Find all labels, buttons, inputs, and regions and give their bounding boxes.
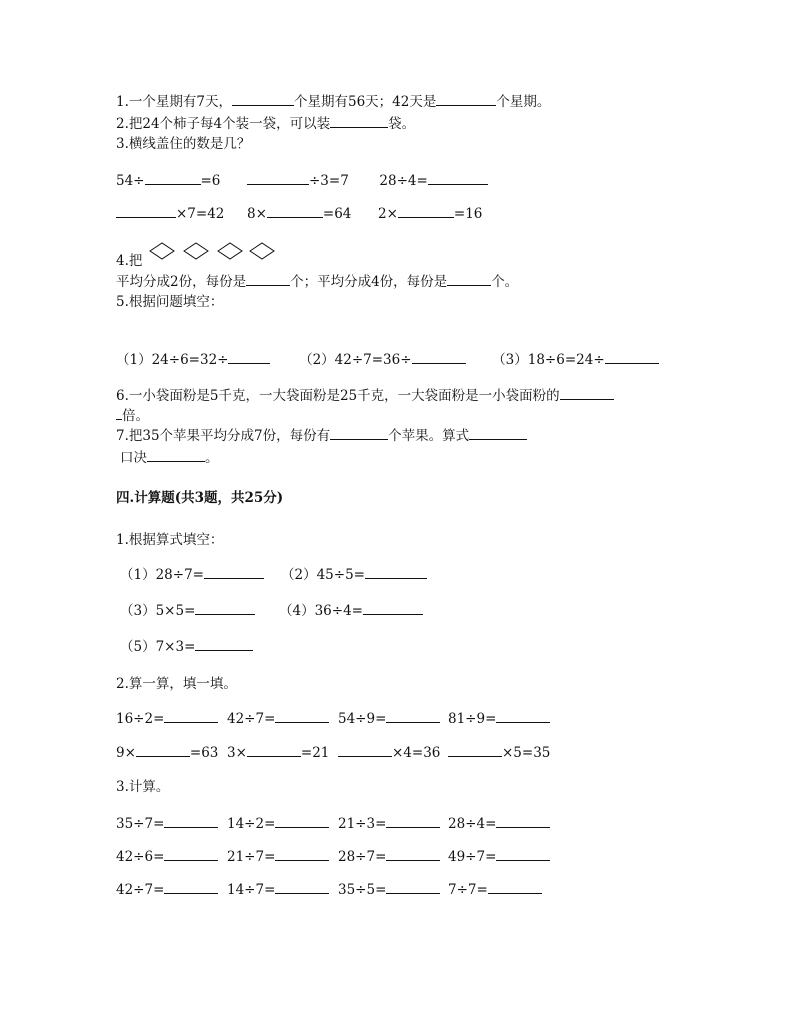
expr-text: 9× — [116, 745, 136, 761]
answer-blank[interactable] — [363, 613, 423, 615]
answer-blank[interactable] — [605, 362, 659, 364]
part-3-item — [116, 884, 218, 898]
part-3-item — [448, 851, 550, 865]
question-7-cont — [120, 452, 219, 466]
expr-text: 7÷7= — [448, 882, 488, 898]
expr-text: （2）45÷5= — [281, 567, 365, 583]
part-3-item — [116, 818, 218, 832]
expr-text: 16÷2= — [116, 711, 165, 727]
answer-blank[interactable] — [164, 721, 218, 723]
diamond-icon — [250, 243, 274, 259]
answer-blank[interactable] — [330, 126, 388, 128]
answer-blank[interactable] — [232, 104, 294, 106]
answer-blank[interactable] — [496, 859, 550, 861]
part-3-item — [338, 818, 440, 832]
part-2-item — [227, 713, 329, 727]
question-2-text-a: 2.把24个柿子每4个装一袋，可以装 — [116, 116, 331, 132]
part-3-item — [448, 884, 542, 898]
question-1-text-c: 个星期。 — [496, 94, 551, 110]
answer-blank[interactable] — [447, 284, 491, 286]
part-3-item — [448, 818, 550, 832]
answer-blank[interactable] — [386, 826, 440, 828]
answer-blank[interactable] — [560, 398, 614, 400]
answer-blank[interactable] — [164, 859, 218, 861]
answer-blank[interactable] — [488, 892, 542, 894]
part-1-item — [120, 641, 253, 655]
part-2-item — [116, 713, 218, 727]
answer-blank[interactable] — [147, 460, 205, 462]
answer-blank[interactable] — [436, 104, 496, 106]
part-3-item — [116, 851, 218, 865]
answer-blank[interactable] — [412, 362, 466, 364]
answer-blank[interactable] — [386, 721, 440, 723]
question-3-title: 3.横线盖住的数是几？ — [116, 136, 251, 152]
question-1-text-a: 1.一个星期有7天， — [116, 94, 232, 110]
diamond-icon — [218, 243, 242, 259]
answer-blank[interactable] — [164, 826, 218, 828]
expr-text: （4）36÷4= — [279, 603, 363, 619]
expr-text: 3× — [227, 745, 247, 761]
expr-text: 8× — [246, 206, 267, 222]
answer-blank[interactable] — [386, 859, 440, 861]
expr-text: （1）24÷6=32÷ — [116, 352, 229, 368]
answer-blank[interactable] — [428, 183, 488, 185]
diamond-icon — [150, 243, 174, 259]
part-3-item — [227, 884, 329, 898]
part-3-item — [338, 884, 440, 898]
part-2-item — [448, 747, 550, 761]
part-2-item — [448, 713, 550, 727]
part-1-item — [279, 605, 423, 619]
expr-text: 49÷7= — [448, 849, 497, 865]
expr-text: ×7=42 — [176, 206, 225, 222]
answer-blank[interactable] — [398, 216, 454, 218]
expr-text: 42÷7= — [116, 882, 165, 898]
question-3-row-2 — [116, 208, 482, 222]
expr-text: 42÷6= — [116, 849, 165, 865]
answer-blank[interactable] — [164, 892, 218, 894]
expr-text: （2）42÷7=36÷ — [299, 352, 412, 368]
question-7-text-b: 个苹果。算式 — [388, 428, 470, 444]
question-4-text-c: 个。 — [491, 274, 519, 290]
answer-blank[interactable] — [246, 284, 290, 286]
expr-text: 35÷5= — [338, 882, 387, 898]
part-3-item — [227, 818, 329, 832]
expr-text: ×4=36 — [392, 745, 441, 761]
expr-text: （5）7×3= — [120, 639, 196, 655]
expr-text: （3）18÷6=24÷ — [492, 352, 605, 368]
expr-text: 81÷9= — [448, 711, 497, 727]
expr-text: =16 — [453, 206, 483, 222]
answer-blank[interactable] — [247, 183, 309, 185]
section-heading: 四.计算题(共3题，共25分) — [116, 490, 284, 506]
expr-text: （3）5×5= — [120, 603, 196, 619]
question-2 — [116, 118, 415, 132]
question-2-text-b: 袋。 — [388, 116, 416, 132]
expr-text: ×5=35 — [502, 745, 551, 761]
question-1 — [116, 96, 550, 110]
part-2-item — [116, 747, 218, 761]
expr-text: 21÷3= — [338, 816, 387, 832]
expr-text: 28÷4= — [448, 816, 497, 832]
answer-blank[interactable] — [365, 577, 427, 579]
expr-text: =21 — [300, 745, 330, 761]
expr-text: 35÷7= — [116, 816, 165, 832]
expr-text: 54÷ — [116, 173, 145, 189]
question-5-items — [116, 354, 659, 368]
question-6-cont — [116, 410, 149, 424]
question-4-text-a: 平均分成2份，每份是 — [116, 274, 247, 290]
part-3-title: 3.计算。 — [116, 779, 170, 795]
expr-text: 14÷7= — [227, 882, 276, 898]
expr-text: ÷3=7 — [309, 173, 349, 189]
answer-blank[interactable] — [496, 826, 550, 828]
part-1-title: 1.根据算式填空： — [116, 532, 224, 548]
part-3-item — [338, 851, 440, 865]
expr-text: 28÷7= — [338, 849, 387, 865]
expr-text: =6 — [200, 173, 221, 189]
answer-blank[interactable] — [448, 755, 502, 757]
expr-text: 42÷7= — [227, 711, 276, 727]
answer-blank[interactable] — [496, 721, 550, 723]
diamond-figures — [148, 241, 278, 261]
question-7 — [116, 430, 527, 444]
question-5-title: 5.根据问题填空： — [116, 294, 224, 310]
answer-blank[interactable] — [275, 721, 329, 723]
answer-blank[interactable] — [267, 216, 323, 218]
expr-text: =63 — [189, 745, 219, 761]
question-7-text-a: 7.把35个苹果平均分成7份，每份有 — [116, 428, 331, 444]
expr-text: 21÷7= — [227, 849, 276, 865]
part-1-item — [281, 569, 427, 583]
question-6 — [116, 390, 614, 404]
answer-blank[interactable] — [275, 859, 329, 861]
expr-text: 14÷2= — [227, 816, 276, 832]
answer-blank[interactable] — [247, 755, 301, 757]
question-3-row-1 — [116, 175, 488, 189]
answer-blank[interactable] — [469, 438, 527, 440]
part-2-title: 2.算一算，填一填。 — [116, 676, 237, 692]
part-3-item — [227, 851, 329, 865]
part-2-item — [338, 747, 440, 761]
question-7-text-d: 。 — [205, 450, 219, 466]
expr-text: 2× — [377, 206, 398, 222]
question-6-text-a: 6.一小袋面粉是5千克，一大袋面粉是25千克，一大袋面粉是一小袋面粉的 — [116, 388, 560, 404]
question-4 — [116, 276, 518, 290]
answer-blank[interactable] — [386, 892, 440, 894]
expr-text: 54÷9= — [338, 711, 387, 727]
part-2-item — [227, 747, 329, 761]
answer-blank[interactable] — [204, 577, 264, 579]
part-1-item — [120, 605, 255, 619]
question-6-text-b: 倍。 — [122, 408, 149, 424]
answer-blank[interactable] — [145, 183, 201, 185]
part-1-item — [120, 569, 264, 583]
question-4-label: 4.把 — [116, 253, 143, 269]
expr-text: （1）28÷7= — [120, 567, 204, 583]
question-1-text-b: 个星期有56天；42天是 — [293, 94, 437, 110]
part-2-item — [338, 713, 440, 727]
answer-blank[interactable] — [195, 649, 253, 651]
expr-text: 28÷4= — [379, 173, 428, 189]
question-7-text-c: 口决 — [120, 450, 147, 466]
answer-blank[interactable] — [136, 755, 190, 757]
answer-blank[interactable] — [116, 216, 176, 218]
expr-text: =64 — [322, 206, 352, 222]
question-4-text-b: 个；平均分成4份，每份是 — [290, 274, 448, 290]
answer-blank[interactable] — [275, 826, 329, 828]
answer-blank[interactable] — [330, 438, 388, 440]
answer-blank[interactable] — [195, 613, 255, 615]
answer-blank[interactable] — [338, 755, 392, 757]
diamond-icon — [184, 243, 208, 259]
answer-blank[interactable] — [228, 362, 270, 364]
answer-blank[interactable] — [275, 892, 329, 894]
